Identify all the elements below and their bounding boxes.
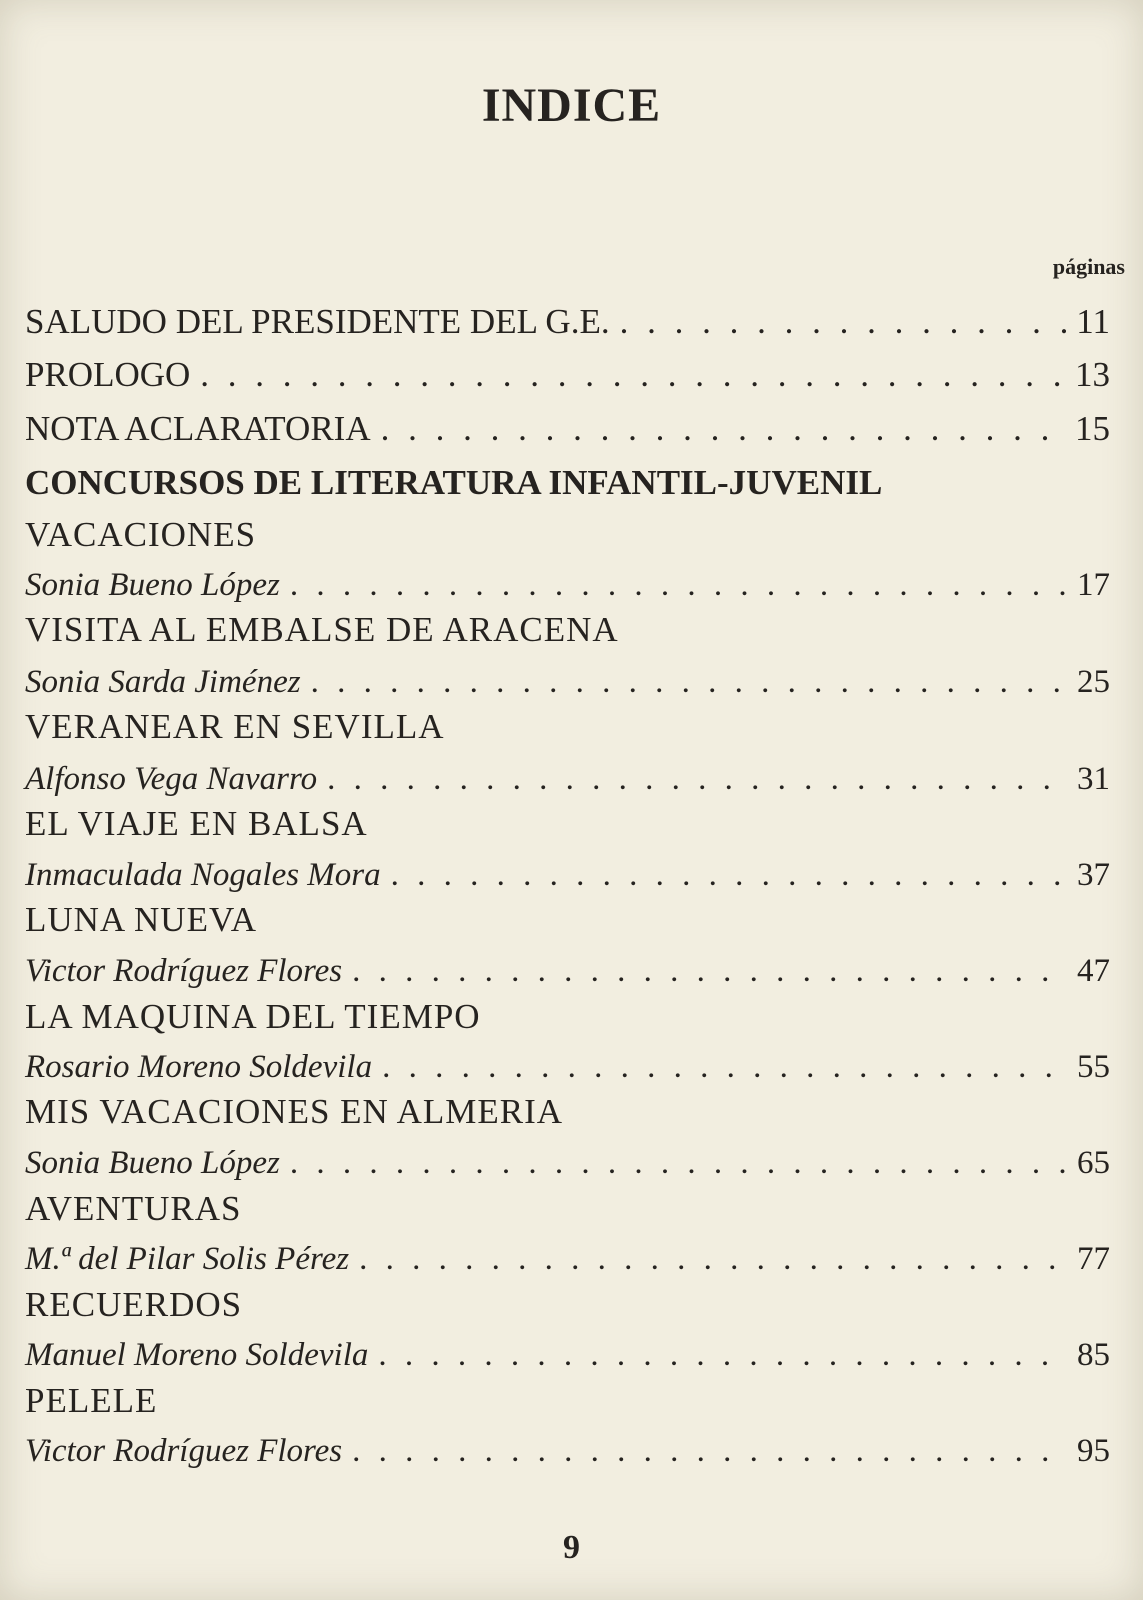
toc-entry — [25, 353, 1110, 397]
story-title: LA MAQUINA DEL TIEMPO — [25, 997, 481, 1036]
story-page: 25 — [1077, 664, 1110, 700]
story-author: M.ª del Pilar Solis Pérez — [25, 1241, 350, 1277]
dot-leader — [382, 1045, 1067, 1089]
story-author-row — [25, 563, 1110, 607]
dot-leader — [290, 563, 1067, 607]
story-author-row — [25, 1333, 1110, 1377]
story-title: MIS VACACIONES EN ALMERIA — [25, 1092, 564, 1131]
story-author: Manuel Moreno Soldevila — [25, 1337, 369, 1373]
story-page: 95 — [1077, 1433, 1110, 1469]
dot-leader — [381, 407, 1065, 451]
section-heading: CONCURSOS DE LITERATURA INFANTIL-JUVENIL — [25, 463, 883, 502]
story-page: 31 — [1077, 761, 1110, 797]
story-author-row — [25, 1237, 1110, 1281]
pages-column-label: páginas — [1052, 254, 1125, 279]
story-page: 47 — [1077, 953, 1110, 989]
story-page: 37 — [1077, 857, 1110, 893]
story-title: EL VIAJE EN BALSA — [25, 804, 368, 843]
story-author: Sonia Bueno López — [25, 567, 280, 603]
dot-leader — [327, 757, 1067, 801]
dot-leader — [391, 853, 1067, 897]
toc-entry-label: SALUDO DEL PRESIDENTE DEL G.E. — [25, 302, 610, 341]
toc-entry-label: PROLOGO — [25, 355, 191, 394]
page-number: 9 — [563, 1529, 580, 1566]
story-author: Victor Rodríguez Flores — [25, 953, 343, 989]
story-title: VISITA AL EMBALSE DE ARACENA — [25, 610, 619, 649]
story-page: 55 — [1077, 1049, 1110, 1085]
story-author: Sonia Sarda Jiménez — [25, 664, 301, 700]
story-author: Victor Rodríguez Flores — [25, 1433, 343, 1469]
story-author: Inmaculada Nogales Mora — [25, 857, 381, 893]
dot-leader — [378, 1333, 1067, 1377]
story-title: VERANEAR EN SEVILLA — [25, 707, 445, 746]
toc-entry-page: 15 — [1075, 409, 1110, 448]
toc-entry-label: NOTA ACLARATORIA — [25, 409, 371, 448]
toc-entry — [25, 407, 1110, 451]
story-page: 85 — [1077, 1337, 1110, 1373]
toc-entry-page: 11 — [1076, 302, 1110, 341]
story-author-row — [25, 757, 1110, 801]
story-author-row — [25, 1429, 1110, 1473]
story-page: 65 — [1077, 1145, 1110, 1181]
toc-entry-page: 13 — [1075, 355, 1110, 394]
story-author-row — [25, 1045, 1110, 1089]
story-author: Rosario Moreno Soldevila — [25, 1049, 373, 1085]
story-author-row — [25, 1141, 1110, 1185]
dot-leader — [311, 660, 1067, 704]
story-title: RECUERDOS — [25, 1285, 243, 1324]
dot-leader — [352, 949, 1067, 993]
story-page: 77 — [1077, 1241, 1110, 1277]
page-title: INDICE — [481, 79, 662, 132]
story-title: VACACIONES — [25, 515, 257, 554]
story-author-row — [25, 949, 1110, 993]
story-title: LUNA NUEVA — [25, 900, 257, 939]
story-author-row — [25, 660, 1110, 704]
dot-leader — [290, 1141, 1067, 1185]
toc-entry — [25, 300, 1110, 344]
story-title: PELELE — [25, 1381, 158, 1420]
story-author: Alfonso Vega Navarro — [25, 761, 318, 797]
dot-leader — [200, 353, 1065, 397]
dot-leader — [359, 1237, 1067, 1281]
story-author-row — [25, 853, 1110, 897]
dot-leader — [620, 300, 1067, 344]
dot-leader — [352, 1429, 1067, 1473]
story-author: Sonia Bueno López — [25, 1145, 280, 1181]
story-page: 17 — [1077, 567, 1110, 603]
story-title: AVENTURAS — [25, 1189, 242, 1228]
